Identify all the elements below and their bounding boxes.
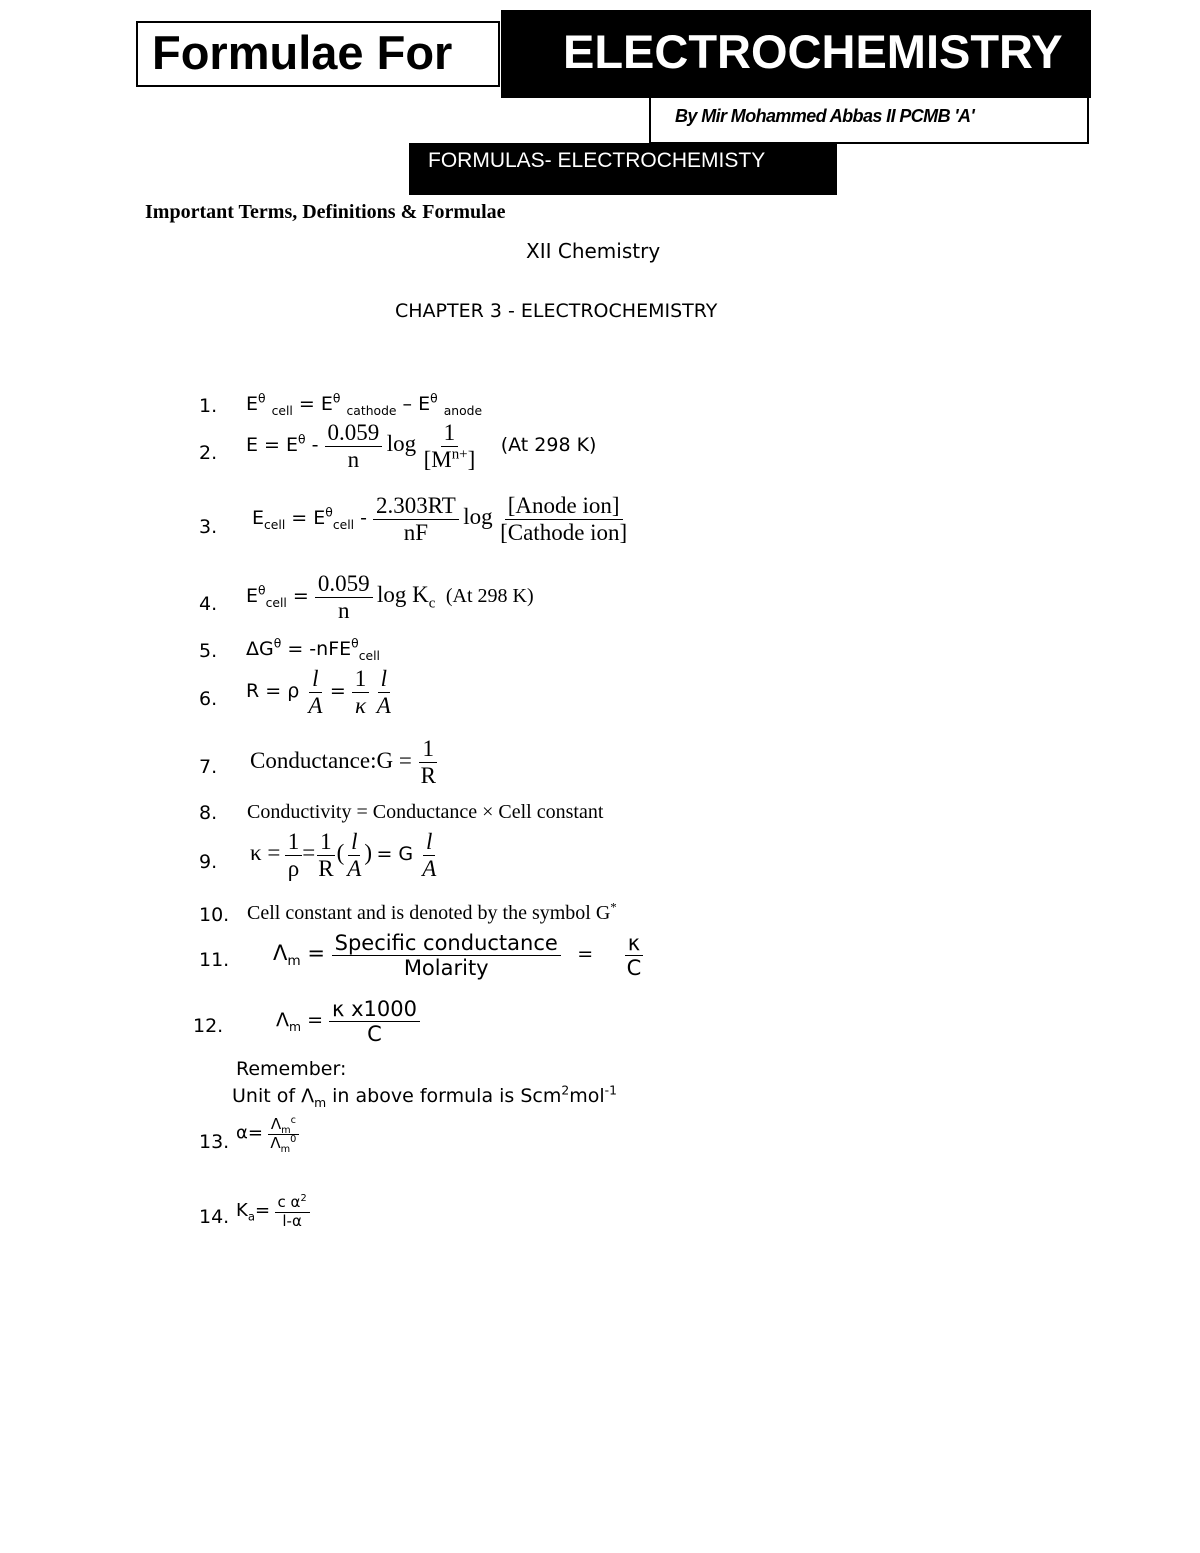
formula-number: 1. bbox=[199, 395, 218, 417]
formula-14: $K_a=$ $\frac{c \alpha^2}{l-\alpha}$ bbox=[236, 1195, 310, 1230]
formula-3: $E_{cell} = E^\theta_{cell}$ - $\frac{2.303RT}{nF}$ log $\frac{\text{[Anode ion]}}{\text{[Cathode ion]}}$ bbox=[252, 494, 630, 545]
formula-1: $E^\theta$ $_{cell} = E^\theta$ $_{cathode} - E^\theta$ $_{anode}$ bbox=[246, 391, 483, 418]
formula-number: 8. bbox=[199, 802, 218, 824]
formula-number: 7. bbox=[199, 756, 218, 778]
formula-12: $\Lambda_m$ = $\frac{\text{κ x1000}}{C}$ bbox=[276, 998, 420, 1045]
title-right-box bbox=[501, 10, 1091, 98]
formula-number: 12. bbox=[193, 1015, 224, 1037]
formula-7: Conductance:G = $\frac{1}{R}$ bbox=[250, 736, 436, 789]
subject-title: XII Chemistry bbox=[526, 239, 661, 263]
unit-prefix: Unit of bbox=[232, 1085, 296, 1107]
formulas-banner bbox=[409, 143, 837, 195]
formula-6: R = ρ $\frac{l}{A}$ = $\frac{1}{\kappa}$ $\frac{l}{A}$ bbox=[246, 666, 391, 719]
title-left-text: Formulae For bbox=[152, 26, 453, 79]
formula-number: 13. bbox=[199, 1131, 230, 1153]
section-heading: Important Terms, Definitions & Formulae bbox=[145, 201, 506, 223]
unit-suffix: in above formula is Scm bbox=[332, 1085, 562, 1107]
cathode-ion: [Cathode ion] bbox=[500, 520, 628, 546]
formula-number: 6. bbox=[199, 688, 218, 710]
formula-4: $E^\theta_{cell}$ = $\frac{0.059}{n}$ $\log K_c$ (At 298 K) bbox=[246, 571, 534, 624]
formula-5: $\Delta G^\theta = -nFE^\theta_{cell}$ bbox=[246, 636, 380, 663]
formula-number: 10. bbox=[199, 904, 230, 926]
formula-10: Cell constant and is denoted by the symbol G* bbox=[247, 899, 617, 924]
formula-2-note: (At 298 K) bbox=[500, 433, 597, 456]
chapter-title: CHAPTER 3 - ELECTROCHEMISTRY bbox=[395, 300, 718, 322]
author-text: By Mir Mohammed Abbas II PCMB 'A' bbox=[675, 106, 975, 126]
formula-7-text: Conductance: bbox=[250, 747, 377, 773]
formula-number: 3. bbox=[199, 516, 218, 538]
formula-11: $\Lambda_m$ = $\frac{\text{Specific conductance}}{\text{Molarity}}$ = $\frac{\kappa}{C}$ bbox=[273, 931, 642, 981]
specific-conductance: Specific conductance bbox=[332, 932, 561, 956]
formula-number: 4. bbox=[199, 593, 218, 615]
author-box bbox=[649, 98, 1089, 144]
formula-4-note: (At 298 K) bbox=[445, 584, 534, 607]
molarity: Molarity bbox=[403, 956, 489, 981]
formulas-banner-text: FORMULAS- ELECTROCHEMISTY bbox=[428, 149, 766, 172]
formula-13: α= $\frac{\Lambda_m^c}{\Lambda_m^0}$ bbox=[236, 1117, 299, 1152]
formula-number: 2. bbox=[199, 442, 218, 464]
formula-number: 9. bbox=[199, 851, 218, 873]
formula-9: κ = $\frac{1}{\rho}$ = $\frac{1}{R}$ ( $\frac{l}{A}$ ) = G $\frac{l}{A}$ bbox=[250, 829, 437, 882]
formula-8: Conductivity = Conductance × Cell constant bbox=[247, 801, 604, 823]
formula-number: 14. bbox=[199, 1206, 230, 1228]
anode-ion: [Anode ion] bbox=[505, 494, 623, 520]
formula-number: 11. bbox=[199, 949, 230, 971]
title-left-box bbox=[136, 21, 500, 87]
formula-2: $E = E^\theta$ - $\frac{0.059}{n}$ log $\frac{1}{[M^{n+}]}$ (At 298 K) bbox=[246, 420, 597, 473]
remember-label: Remember: bbox=[236, 1058, 347, 1080]
formula-number: 5. bbox=[199, 640, 218, 662]
remember-unit: Unit of $\Lambda_m$ in above formula is Scm$^2$mol$^{-1}$ bbox=[232, 1083, 617, 1110]
title-right-text: ELECTROCHEMISTRY bbox=[563, 25, 1063, 78]
formula-10-text: Cell constant and is denoted by the symbol G bbox=[247, 902, 611, 924]
